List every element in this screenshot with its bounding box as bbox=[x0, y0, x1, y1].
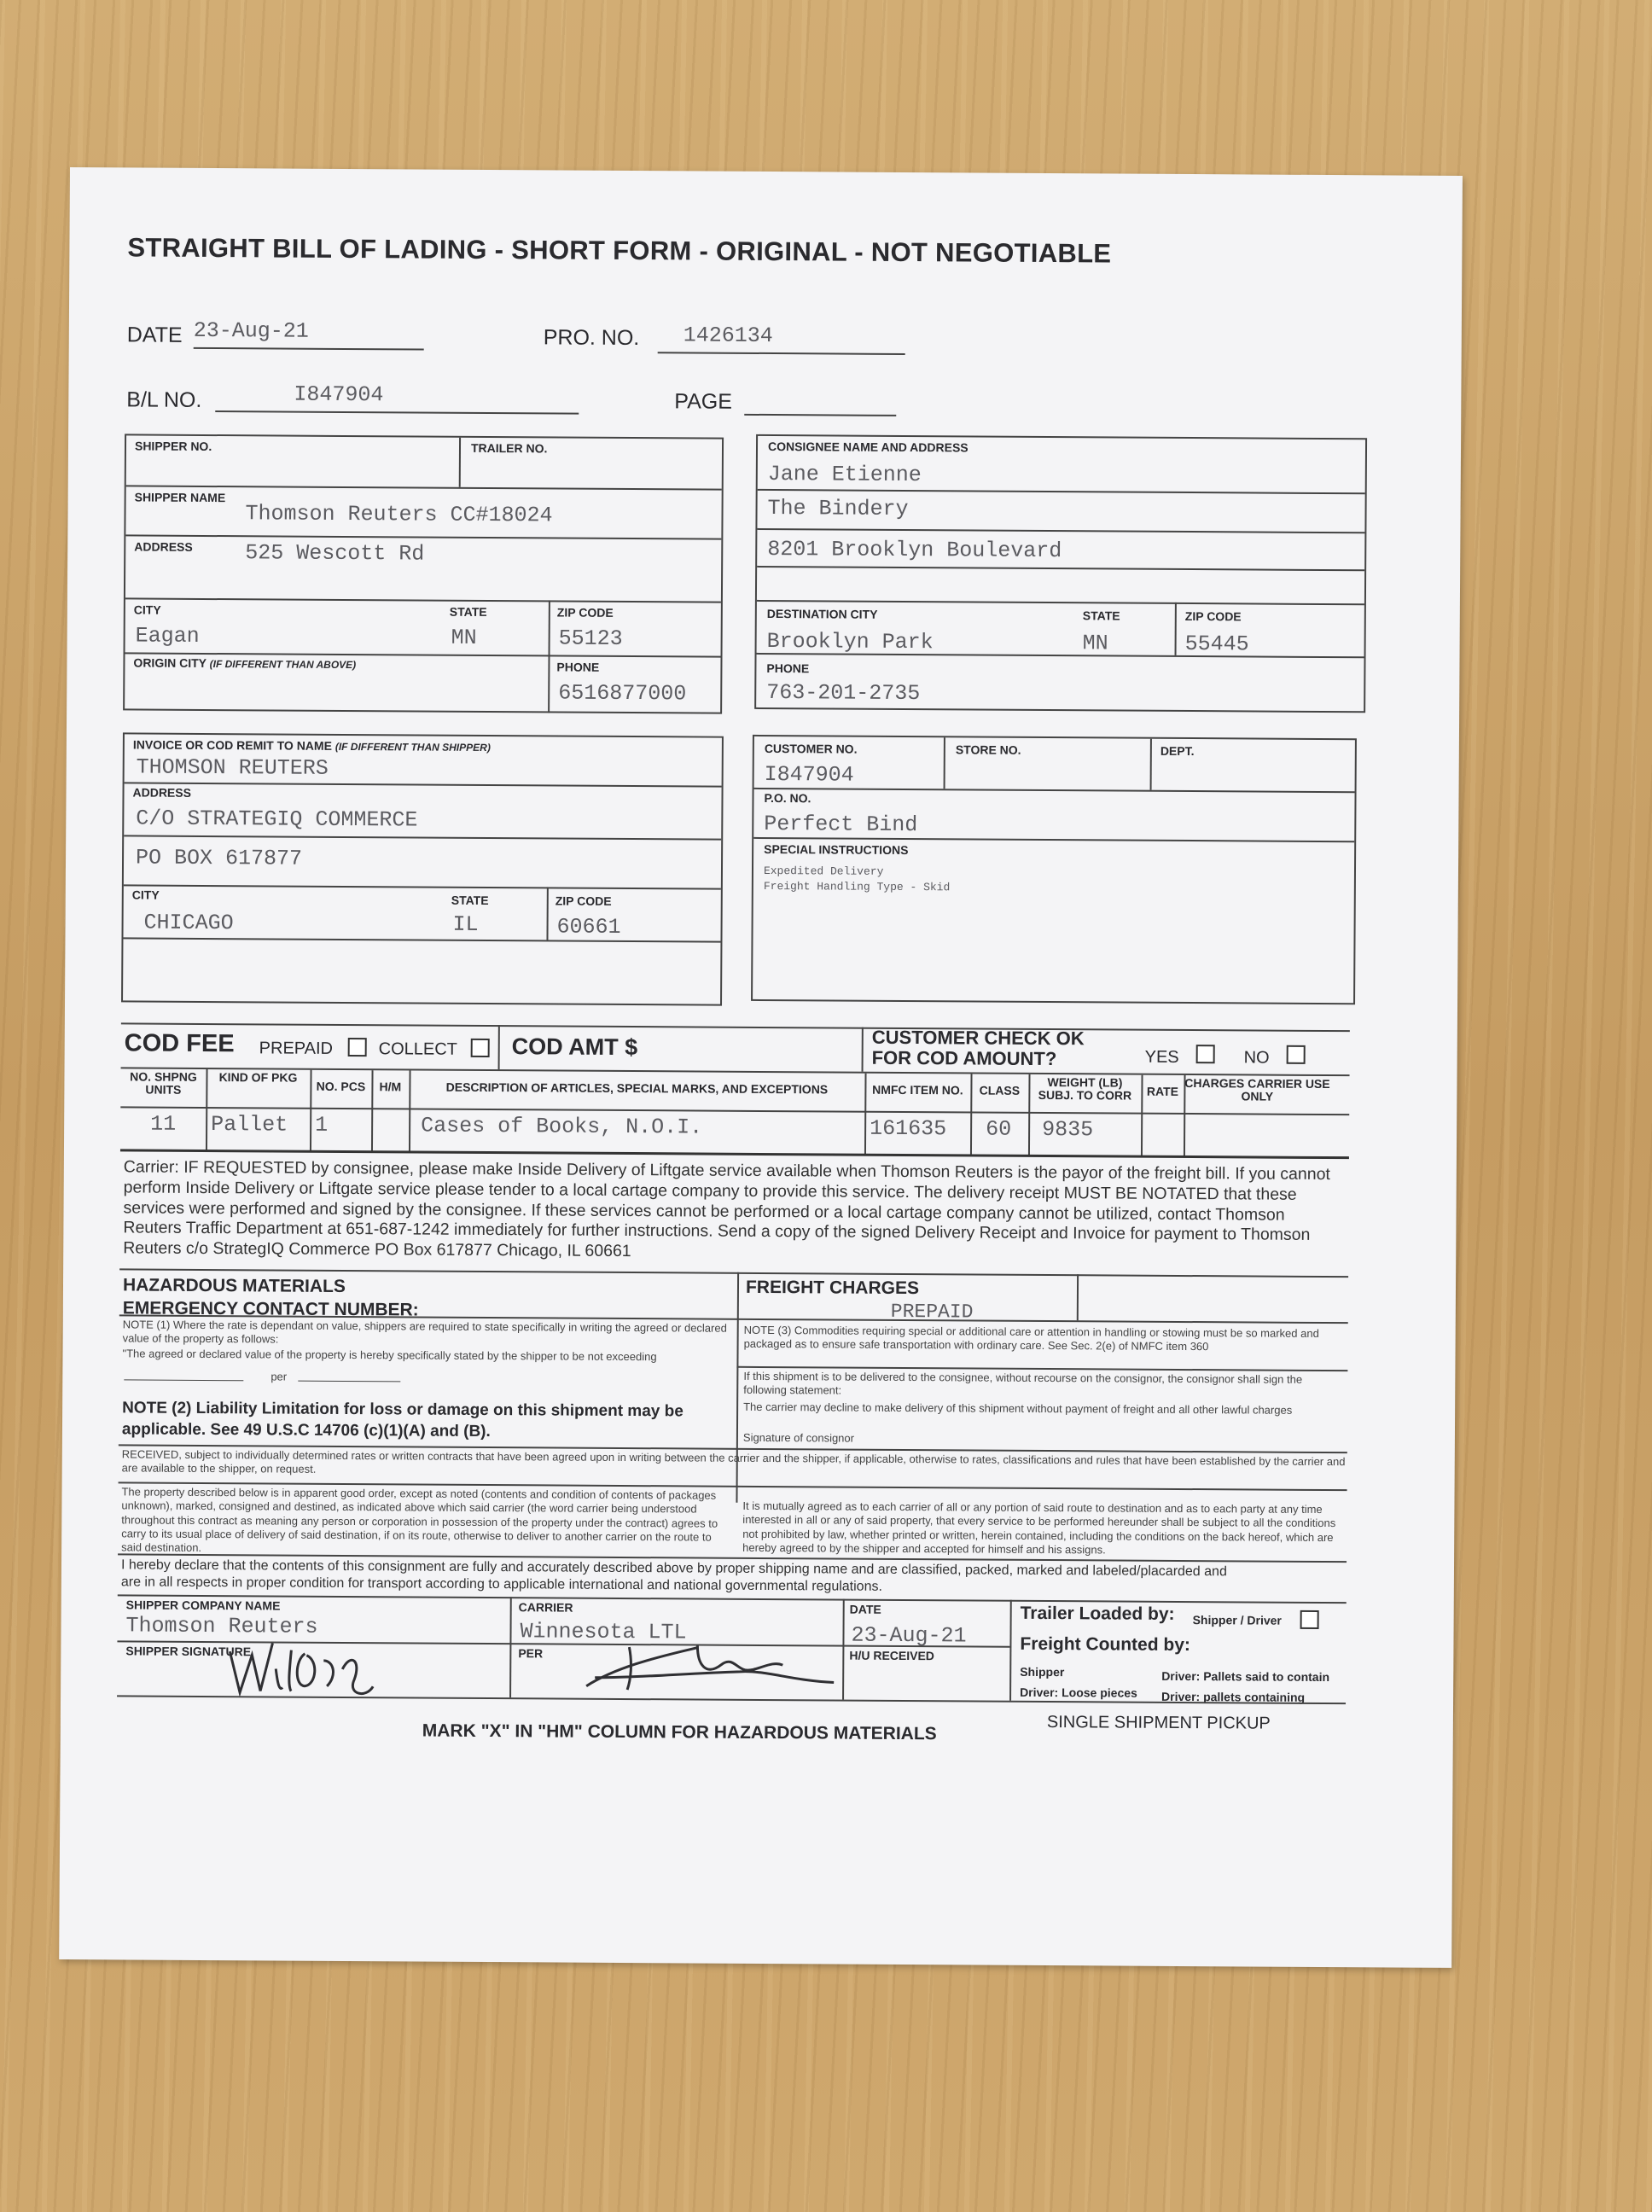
po-no-value[interactable]: Perfect Bind bbox=[764, 811, 918, 838]
mutual-agreement-text: It is mutually agreed as to each carrier of all or any portion of said route to destination and as to each party at any time interested in all or any of said property, that every service to be performed hereunder shall be subject to all the conditions not prohibited by law, whether printed or written, herein contained, including the conditions on the back hereof, which are hereby agreed to by the shipper and accepted for himself and his assigns. bbox=[742, 1499, 1336, 1557]
cod-no-label: NO bbox=[1243, 1048, 1270, 1068]
shipper-company-value[interactable]: Thomson Reuters bbox=[125, 1613, 318, 1639]
freight-charges-value[interactable]: PREPAID bbox=[890, 1300, 974, 1324]
th-description: DESCRIPTION OF ARTICLES, SPECIAL MARKS, AND EXCEPTIONS bbox=[445, 1080, 829, 1097]
consignee-state-value[interactable]: MN bbox=[1082, 631, 1108, 656]
shipper-city-label: CITY bbox=[133, 602, 161, 617]
row-units[interactable]: 11 bbox=[150, 1111, 177, 1137]
dest-city-value[interactable]: Brooklyn Park bbox=[766, 628, 934, 655]
shipper-signature[interactable] bbox=[223, 1634, 428, 1703]
shipper-name-label: SHIPPER NAME bbox=[134, 490, 226, 505]
carrier-notice-paragraph: Carrier: IF REQUESTED by consignee, please make Inside Delivery of Liftgate service available when Thomson Reuters is the payor of the freight bill. If you cannot perform Inside Delivery or Liftgate service please tender to a local cartage company to provide this service. The delivery receipt MUST BE NOTATED that these services were performed and signed by the consignee. If these services cannot be performed or a local cartage company cannot be utilized, contact Thomson Reuters Traffic Department at 651-687-1242 immediately for further instructions. Send a copy of the signed Delivery Receipt and Invoice for payment to Thomson Reuters c/o StrategIQ Commerce PO Box 617877 Chicago, IL 60661 bbox=[123, 1157, 1330, 1261]
customer-no-label: CUSTOMER NO. bbox=[764, 741, 858, 756]
shipper-state-label: STATE bbox=[449, 604, 487, 619]
consignee-name-value[interactable]: Jane Etienne bbox=[767, 462, 922, 488]
row-pkg[interactable]: Pallet bbox=[211, 1112, 288, 1138]
cod-collect-checkbox[interactable] bbox=[471, 1039, 490, 1057]
invoice-state-value[interactable]: IL bbox=[452, 911, 479, 937]
customer-check-label: CUSTOMER CHECK OK FOR COD AMOUNT? bbox=[871, 1026, 1085, 1070]
note2-text: NOTE (2) Liability Limitation for loss or damage on this shipment may be applicable. See 49 U.S.C 14706 (c)(1)(A) and (B). bbox=[121, 1399, 683, 1441]
value-blank[interactable] bbox=[124, 1379, 243, 1381]
note3-text: NOTE (3) Commodities requiring special or additional care or attention in handling or stowing must be so marked and packaged as to ensure safe transportation with ordinary care. See Sec. 2(e) of NMFC item 360 bbox=[743, 1323, 1319, 1353]
invoice-zip-label: ZIP CODE bbox=[555, 894, 612, 908]
divider bbox=[753, 837, 1354, 842]
divider bbox=[121, 1022, 1350, 1032]
shipper-signature-label: SHIPPER SIGNATURE bbox=[125, 1644, 252, 1659]
customer-no-value[interactable]: I847904 bbox=[764, 761, 854, 788]
date-field[interactable]: 23-Aug-21 bbox=[194, 318, 424, 351]
hazmat-mark-instruction: MARK "X" IN "HM" COLUMN FOR HAZARDOUS MATERIALS bbox=[422, 1720, 937, 1744]
invoice-city-label: CITY bbox=[131, 888, 160, 902]
consignee-phone-value[interactable]: 763-201-2735 bbox=[766, 679, 921, 707]
divider bbox=[459, 438, 461, 487]
divider bbox=[509, 1597, 512, 1697]
invoice-city-value[interactable]: CHICAGO bbox=[143, 910, 234, 936]
consignee-zip-label: ZIP CODE bbox=[1184, 608, 1242, 624]
shipper-name-value[interactable]: Thomson Reuters CC#18024 bbox=[245, 501, 553, 528]
pro-no-field[interactable]: 1426134 bbox=[658, 323, 905, 355]
cod-fee-label: COD FEE bbox=[124, 1029, 235, 1058]
divider bbox=[126, 485, 722, 490]
cod-no-checkbox[interactable] bbox=[1287, 1045, 1306, 1064]
row-description[interactable]: Cases of Books, N.O.I. bbox=[421, 1113, 703, 1140]
th-charges: CHARGES CARRIER USE ONLY bbox=[1184, 1075, 1330, 1104]
footer-shipper-label: Shipper bbox=[1020, 1664, 1065, 1679]
hazmat-label: HAZARDOUS MATERIALS EMERGENCY CONTACT NUMBER: bbox=[122, 1275, 419, 1320]
signature-consignor-label: Signature of consignor bbox=[742, 1430, 855, 1445]
store-no-label: STORE NO. bbox=[955, 742, 1021, 757]
shipper-phone-label: PHONE bbox=[556, 660, 600, 674]
footer-date-label: DATE bbox=[849, 1602, 881, 1616]
th-units: NO. SHPNG UNITS bbox=[130, 1069, 197, 1097]
pro-no-label: PRO. NO. bbox=[543, 325, 640, 351]
page-label: PAGE bbox=[674, 389, 733, 414]
consignee-phone-label: PHONE bbox=[766, 661, 810, 676]
page-field[interactable] bbox=[744, 385, 896, 416]
document-title: STRAIGHT BILL OF LADING - SHORT FORM - ORIGINAL - NOT NEGOTIABLE bbox=[127, 232, 1112, 269]
items-table bbox=[120, 1068, 1350, 1161]
shipper-zip-label: ZIP CODE bbox=[556, 605, 614, 620]
th-class: CLASS bbox=[979, 1083, 1021, 1097]
declaration-text: I hereby declare that the contents of this consignment are fully and accurately described above by proper shipping name and are classified, packed, marked and labeled/placarded and are in all respects in proper condition for transport according to applicable international and national governmental regulations. bbox=[120, 1557, 1227, 1594]
th-pkg: KIND OF PKG bbox=[218, 1070, 298, 1085]
freight-counted-label: Freight Counted by: bbox=[1020, 1633, 1191, 1656]
row-class[interactable]: 60 bbox=[986, 1116, 1012, 1142]
freight-charges-label: FREIGHT CHARGES bbox=[745, 1277, 920, 1299]
th-hm: H/M bbox=[379, 1080, 402, 1094]
customer-box bbox=[751, 735, 1357, 1004]
divider bbox=[125, 597, 721, 602]
divider bbox=[120, 1106, 1349, 1115]
driver-pallets-containing-label: Driver: pallets containing bbox=[1161, 1689, 1306, 1704]
hu-received-label: H/U RECEIVED bbox=[849, 1648, 934, 1663]
bill-of-lading-sheet bbox=[59, 167, 1463, 1968]
divider bbox=[842, 1599, 845, 1700]
shipper-state-value[interactable]: MN bbox=[451, 625, 477, 650]
po-no-label: P.O. NO. bbox=[764, 790, 811, 806]
divider bbox=[757, 600, 1364, 605]
trailer-loaded-label: Trailer Loaded by: bbox=[1020, 1603, 1175, 1624]
divider bbox=[944, 737, 945, 789]
bl-no-label: B/L NO. bbox=[126, 387, 202, 412]
decline-text: The carrier may decline to make delivery of this shipment without payment of freight and all other lawful charges bbox=[743, 1400, 1293, 1417]
row-pcs[interactable]: 1 bbox=[315, 1112, 329, 1138]
divider bbox=[1150, 739, 1152, 790]
divider bbox=[757, 528, 1364, 533]
note1b-text: "The agreed or declared value of the property is hereby specifically stated by the shipper to be not exceeding bbox=[122, 1347, 657, 1364]
th-nmfc: NMFC ITEM NO. bbox=[872, 1082, 963, 1097]
per-blank[interactable] bbox=[298, 1381, 400, 1382]
consignee-box bbox=[754, 434, 1367, 713]
shipper-phone-value[interactable]: 6516877000 bbox=[558, 680, 687, 707]
per-text: per bbox=[270, 1370, 288, 1383]
divider bbox=[498, 1025, 500, 1069]
shipper-box bbox=[123, 434, 724, 713]
divider bbox=[862, 1027, 864, 1072]
invoice-state-label: STATE bbox=[451, 893, 489, 908]
row-nmfc[interactable]: 161635 bbox=[870, 1115, 947, 1142]
dest-city-label: DESTINATION CITY bbox=[766, 606, 878, 621]
cod-collect-label: COLLECT bbox=[378, 1039, 458, 1059]
shipper-driver-label: Shipper / Driver bbox=[1192, 1613, 1282, 1627]
th-pcs: NO. PCS bbox=[316, 1079, 366, 1094]
dept-label: DEPT. bbox=[1160, 743, 1195, 759]
cod-yes-checkbox[interactable] bbox=[1196, 1045, 1215, 1063]
date-label: DATE bbox=[126, 323, 183, 347]
invoice-name-value[interactable]: THOMSON REUTERS bbox=[136, 754, 329, 781]
invoice-label: INVOICE OR COD REMIT TO NAME (IF DIFFERENT THAN SHIPPER) bbox=[132, 737, 491, 754]
invoice-address1-value[interactable]: C/O STRATEGIQ COMMERCE bbox=[136, 806, 418, 833]
divider bbox=[1175, 602, 1177, 655]
divider bbox=[757, 653, 1364, 658]
th-rate: RATE bbox=[1146, 1084, 1178, 1098]
shipper-company-label: SHIPPER COMPANY NAME bbox=[125, 1598, 281, 1613]
driver-pallets-said-label: Driver: Pallets said to contain bbox=[1161, 1668, 1330, 1685]
divider bbox=[1077, 1274, 1079, 1320]
invoice-zip-value[interactable]: 60661 bbox=[556, 914, 621, 940]
driver-loose-label: Driver: Loose pieces bbox=[1020, 1685, 1137, 1700]
note1-text: NOTE (1) Where the rate is dependant on value, shippers are required to state specifically in writing the agreed or declared value of the property as follows: bbox=[122, 1318, 727, 1346]
bl-no-field[interactable]: I847904 bbox=[215, 381, 579, 415]
property-text: The property described below is in apparent good order, except as noted (contents and condition of contents of packages unknown), marked, consigned and destined, as indicated above which said carrier (the word carrier being understood throughout this contract as meaning any person or corporation in possession of the property under the contract) agrees to carry to its usual place of delivery of said destination, if on its route, otherwise to deliver to another carrier on the route to said destination. bbox=[121, 1485, 718, 1554]
consignee-line2-value[interactable]: The Bindery bbox=[767, 496, 909, 522]
divider bbox=[124, 835, 721, 840]
divider bbox=[123, 937, 720, 942]
carrier-label: CARRIER bbox=[518, 1600, 573, 1615]
shipper-driver-checkbox[interactable] bbox=[1300, 1610, 1319, 1629]
row-weight[interactable]: 9835 bbox=[1042, 1116, 1094, 1143]
received-text: RECEIVED, subject to individually determined rates or written contracts that have been agreed upon in writing between the carrier and the shipper, if applicable, otherwise to rates, classifications and rules that have been established by the carrier and are available to the shipper, on request. bbox=[121, 1447, 1346, 1476]
special-instructions-line2[interactable]: Freight Handling Type - Skid bbox=[763, 879, 951, 894]
shipper-no-label: SHIPPER NO. bbox=[134, 439, 212, 454]
special-instructions-line1[interactable]: Expedited Delivery bbox=[763, 864, 884, 878]
shipper-address-value[interactable]: 525 Wescott Rd bbox=[245, 540, 425, 567]
special-instructions-label: SPECIAL INSTRUCTIONS bbox=[764, 841, 909, 858]
recourse-text: If this shipment is to be delivered to the consignee, without recourse on the consignor, the consignor shall sign the following statement: bbox=[743, 1369, 1303, 1397]
divider bbox=[125, 534, 721, 539]
th-weight: WEIGHT (LB) SUBJ. TO CORR bbox=[1038, 1075, 1132, 1103]
divider bbox=[124, 884, 721, 889]
divider bbox=[754, 788, 1355, 793]
single-shipment-label: SINGLE SHIPMENT PICKUP bbox=[1046, 1713, 1271, 1733]
origin-city-label: ORIGIN CITY (IF DIFFERENT THAN ABOVE) bbox=[133, 655, 357, 672]
consignee-line3-value[interactable]: 8201 Brooklyn Boulevard bbox=[767, 537, 1062, 564]
cod-yes-label: YES bbox=[1144, 1047, 1179, 1067]
divider bbox=[758, 489, 1365, 494]
carrier-signature[interactable] bbox=[569, 1630, 842, 1700]
shipper-city-value[interactable]: Eagan bbox=[135, 623, 200, 649]
per-label: PER bbox=[518, 1646, 544, 1661]
consignee-state-label: STATE bbox=[1082, 608, 1120, 623]
cod-prepaid-checkbox[interactable] bbox=[348, 1038, 367, 1057]
trailer-no-label: TRAILER NO. bbox=[470, 440, 548, 456]
shipper-address-label: ADDRESS bbox=[134, 539, 193, 554]
shipper-zip-value[interactable]: 55123 bbox=[558, 626, 623, 651]
consignee-zip-value[interactable]: 55445 bbox=[1184, 631, 1249, 657]
divider bbox=[546, 887, 548, 940]
consignee-label: CONSIGNEE NAME AND ADDRESS bbox=[767, 439, 969, 455]
divider bbox=[757, 566, 1364, 571]
divider bbox=[1009, 1600, 1012, 1701]
carrier-value[interactable]: Winnesota LTL bbox=[520, 1619, 687, 1645]
cod-prepaid-label: PREPAID bbox=[259, 1039, 334, 1058]
footer-date-value[interactable]: 23-Aug-21 bbox=[851, 1622, 967, 1649]
invoice-address2-value[interactable]: PO BOX 617877 bbox=[135, 845, 303, 871]
invoice-box bbox=[121, 732, 724, 1005]
invoice-address-label: ADDRESS bbox=[132, 785, 192, 800]
cod-amount-label: COD AMT $ bbox=[511, 1033, 638, 1061]
divider bbox=[125, 782, 722, 787]
